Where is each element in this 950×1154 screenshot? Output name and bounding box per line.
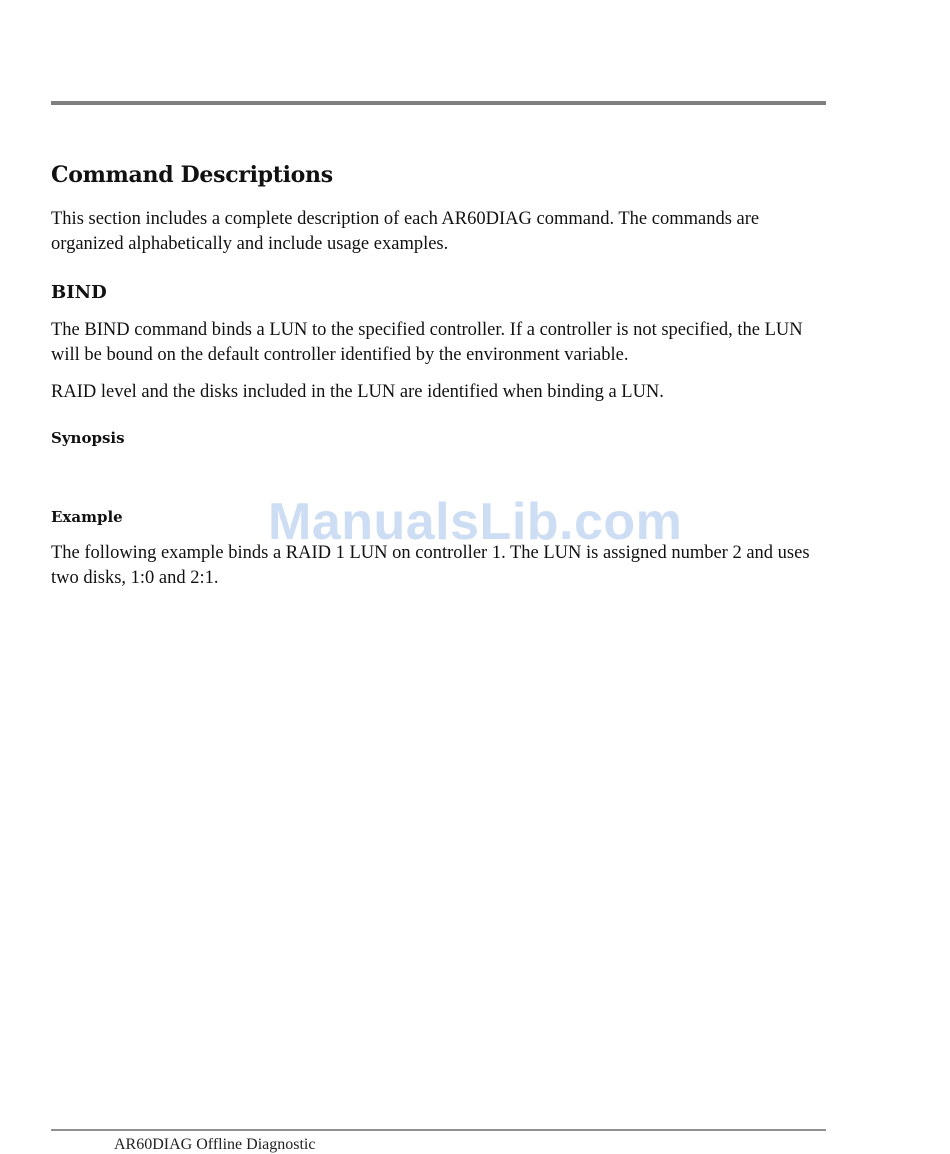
footer-text: AR60DIAG Offline Diagnostic bbox=[114, 1136, 316, 1153]
example-paragraph: The following example binds a RAID 1 LUN on controller 1. The LUN is assigned number 2 and uses two disks, 1:0 and 2:1. bbox=[51, 543, 810, 588]
synopsis-heading: Synopsis bbox=[51, 429, 125, 447]
example-heading: Example bbox=[51, 508, 123, 526]
section-title: Command Descriptions bbox=[51, 162, 333, 188]
bind-description: The BIND command binds a LUN to the specified controller. If a controller is not specified, the LUN will be bound on the default controller identified by the environment variable. bbox=[51, 320, 803, 365]
bind-heading: BIND bbox=[51, 282, 107, 303]
watermark-logo: ManualsLib.com bbox=[268, 493, 683, 551]
intro-paragraph: This section includes a complete description of each AR60DIAG command. The commands are organized alphabetically and include usage examples. bbox=[51, 209, 760, 254]
header-rule bbox=[51, 101, 826, 105]
bind-raid-note: RAID level and the disks included in the LUN are identified when binding a LUN. bbox=[51, 382, 664, 402]
footer-rule bbox=[51, 1129, 826, 1131]
